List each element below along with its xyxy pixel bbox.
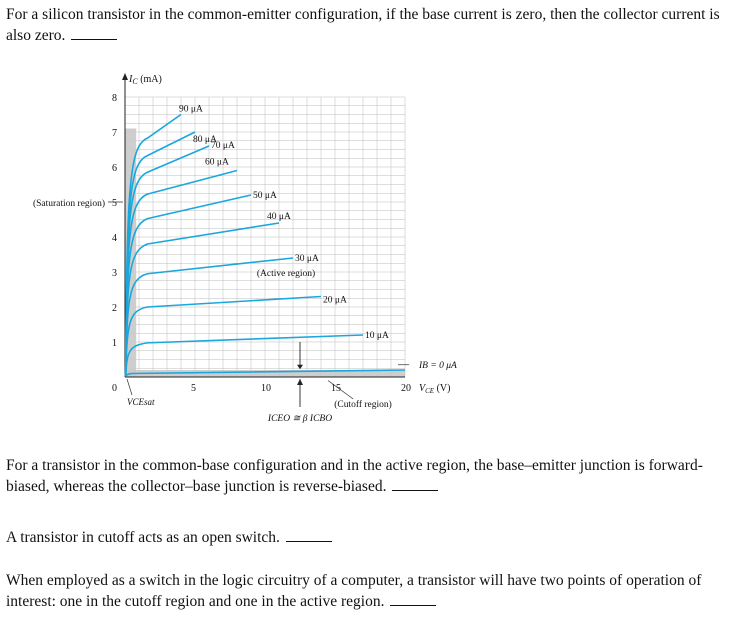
y-tick-label: 1 (112, 338, 117, 349)
ib-zero-label: IB = 0 μA (419, 360, 457, 371)
x-tick-label: 15 (331, 383, 341, 394)
active-region-label: (Active region) (256, 269, 316, 279)
question-1: For a silicon transistor in the common-emitter configuration, if the base current is zero, then the collector current is also zero. (6, 6, 720, 44)
curve-label: 30 μA (295, 254, 319, 264)
x-axis-label: $V_{CE}$ (V) (419, 383, 451, 395)
ib-curve (126, 195, 251, 375)
x-tick-label: 5 (191, 383, 196, 394)
x-tick-label: 0 (112, 383, 117, 394)
iceo-label: ICEO ≅ β ICBO (267, 414, 333, 424)
question-3: A transistor in cutoff acts as an open switch. (6, 527, 744, 548)
vcesat-label: VCEsat (127, 397, 155, 407)
iceo-arrowhead-up (297, 379, 303, 385)
x-tick-label: 10 (261, 383, 271, 394)
transistor-characteristics-chart (0, 64, 480, 444)
curve-label: 70 μA (211, 141, 235, 151)
x-tick-label: 20 (401, 383, 411, 394)
cutoff-region-label: (Cutoff region) (334, 400, 392, 410)
y-axis-arrow (122, 73, 128, 80)
y-tick-label: 4 (112, 233, 117, 244)
ib-curve (126, 335, 363, 375)
saturation-region-label: (Saturation region) (32, 199, 105, 209)
answer-blank[interactable] (71, 25, 117, 40)
curve-label: 90 μA (179, 104, 203, 115)
curve-label: 80 μA (193, 135, 217, 145)
curve-label: 20 μA (323, 295, 347, 306)
curve-label: 50 μA (253, 191, 277, 201)
curve-label: 40 μA (267, 212, 291, 222)
y-tick-label: 6 (112, 163, 117, 174)
curve-label: 10 μA (365, 331, 389, 341)
answer-blank[interactable] (286, 527, 332, 542)
answer-blank[interactable] (390, 591, 436, 606)
y-tick-label: 5 (112, 198, 117, 209)
iceo-arrowhead-down (297, 365, 303, 370)
ib-curve (126, 297, 321, 376)
y-tick-label: 7 (112, 128, 117, 139)
vcesat-leader (127, 379, 132, 395)
y-tick-label: 2 (112, 303, 117, 314)
y-tick-label: 3 (112, 268, 117, 279)
question-2: For a transistor in the common-base configuration and in the active region, the base–emitter junction is forward-biased, whereas the collector–base junction is reverse-biased. (6, 457, 703, 495)
curve-label: 60 μA (205, 157, 229, 168)
y-tick-label: 8 (112, 93, 117, 104)
answer-blank[interactable] (392, 476, 438, 491)
question-4: When employed as a switch in the logic circuitry of a computer, a transistor will have two points of operation of interest: one in the cutoff region and one in the active region. (6, 572, 702, 610)
y-axis-label: $I_C$ (mA) (129, 74, 162, 86)
